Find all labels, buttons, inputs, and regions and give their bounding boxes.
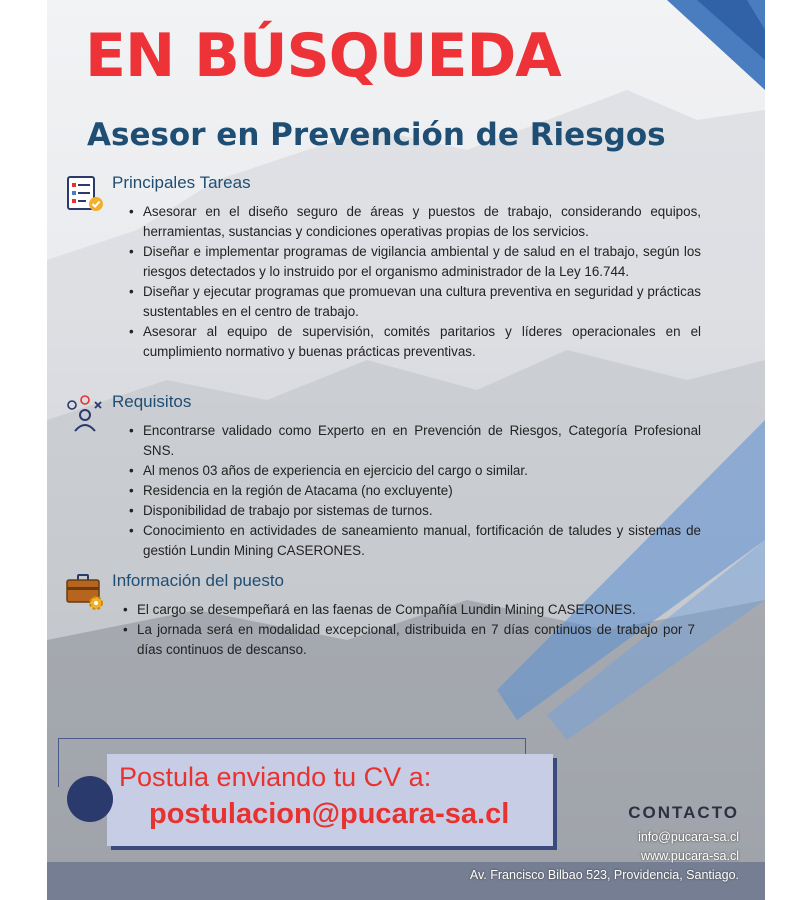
list-item: • La jornada será en modalidad excepcional, distribuida en 7 días continuos de trabajo por 7 días continuos de descanso. <box>123 620 695 660</box>
apply-email-link[interactable]: postulacion@pucara-sa.cl <box>149 798 510 830</box>
list-item: • Al menos 03 años de experiencia en ejercicio del cargo o similar. <box>129 461 701 481</box>
contact-email-link[interactable]: info@pucara-sa.cl <box>638 830 739 844</box>
job-title: Asesor en Prevención de Riesgos <box>87 117 666 153</box>
list-item: • Asesorar al equipo de supervisión, comités paritarios y líderes operacionales en el cumplimiento normativo y buenas prácticas preventivas. <box>129 322 701 362</box>
briefcase-gear-icon <box>65 572 105 612</box>
checklist-icon <box>65 174 105 214</box>
contact-title: CONTACTO <box>628 803 739 822</box>
headline: EN BÚSQUEDA <box>85 21 561 91</box>
section-title-requisitos: Requisitos <box>112 392 192 411</box>
requisitos-list <box>129 421 701 561</box>
list-item: • Conocimiento en actividades de saneamiento manual, fortificación de taludes y sistemas de gestión Lundin Mining CASERONES. <box>129 521 701 561</box>
tareas-list <box>129 202 701 362</box>
list-item: • Residencia en la región de Atacama (no excluyente) <box>129 481 701 501</box>
apply-instruction: Postula enviando tu CV a: <box>119 762 432 792</box>
job-poster <box>47 0 765 900</box>
contact-address: Av. Francisco Bilbao 523, Providencia, Santiago. <box>469 868 739 882</box>
list-item: • El cargo se desempeñará en las faenas de Compañía Lundin Mining CASERONES. <box>123 600 695 620</box>
list-item: • Diseñar y ejecutar programas que promuevan una cultura preventiva en seguridad y prácticas sustentables en el centro de trabajo. <box>129 282 701 322</box>
decorative-circle <box>67 776 113 822</box>
list-item: • Asesorar en el diseño seguro de áreas y puestos de trabajo, considerando equipos, herramientas, sustancias y condiciones operativas propias de los servicios. <box>129 202 701 242</box>
section-title-informacion: Información del puesto <box>112 571 284 590</box>
contact-website-link[interactable]: www.pucara-sa.cl <box>641 849 739 863</box>
person-skills-icon <box>65 393 105 433</box>
list-item: • Disponibilidad de trabajo por sistemas de turnos. <box>129 501 701 521</box>
list-item: • Encontrarse validado como Experto en en Prevención de Riesgos, Categoría Profesional SNS. <box>129 421 701 461</box>
informacion-list <box>123 600 695 660</box>
list-item: • Diseñar e implementar programas de vigilancia ambiental y de salud en el trabajo, según los riesgos detectados y lo instruido por el organismo administrador de la Ley 16.744. <box>129 242 701 282</box>
section-title-tareas: Principales Tareas <box>112 173 251 192</box>
